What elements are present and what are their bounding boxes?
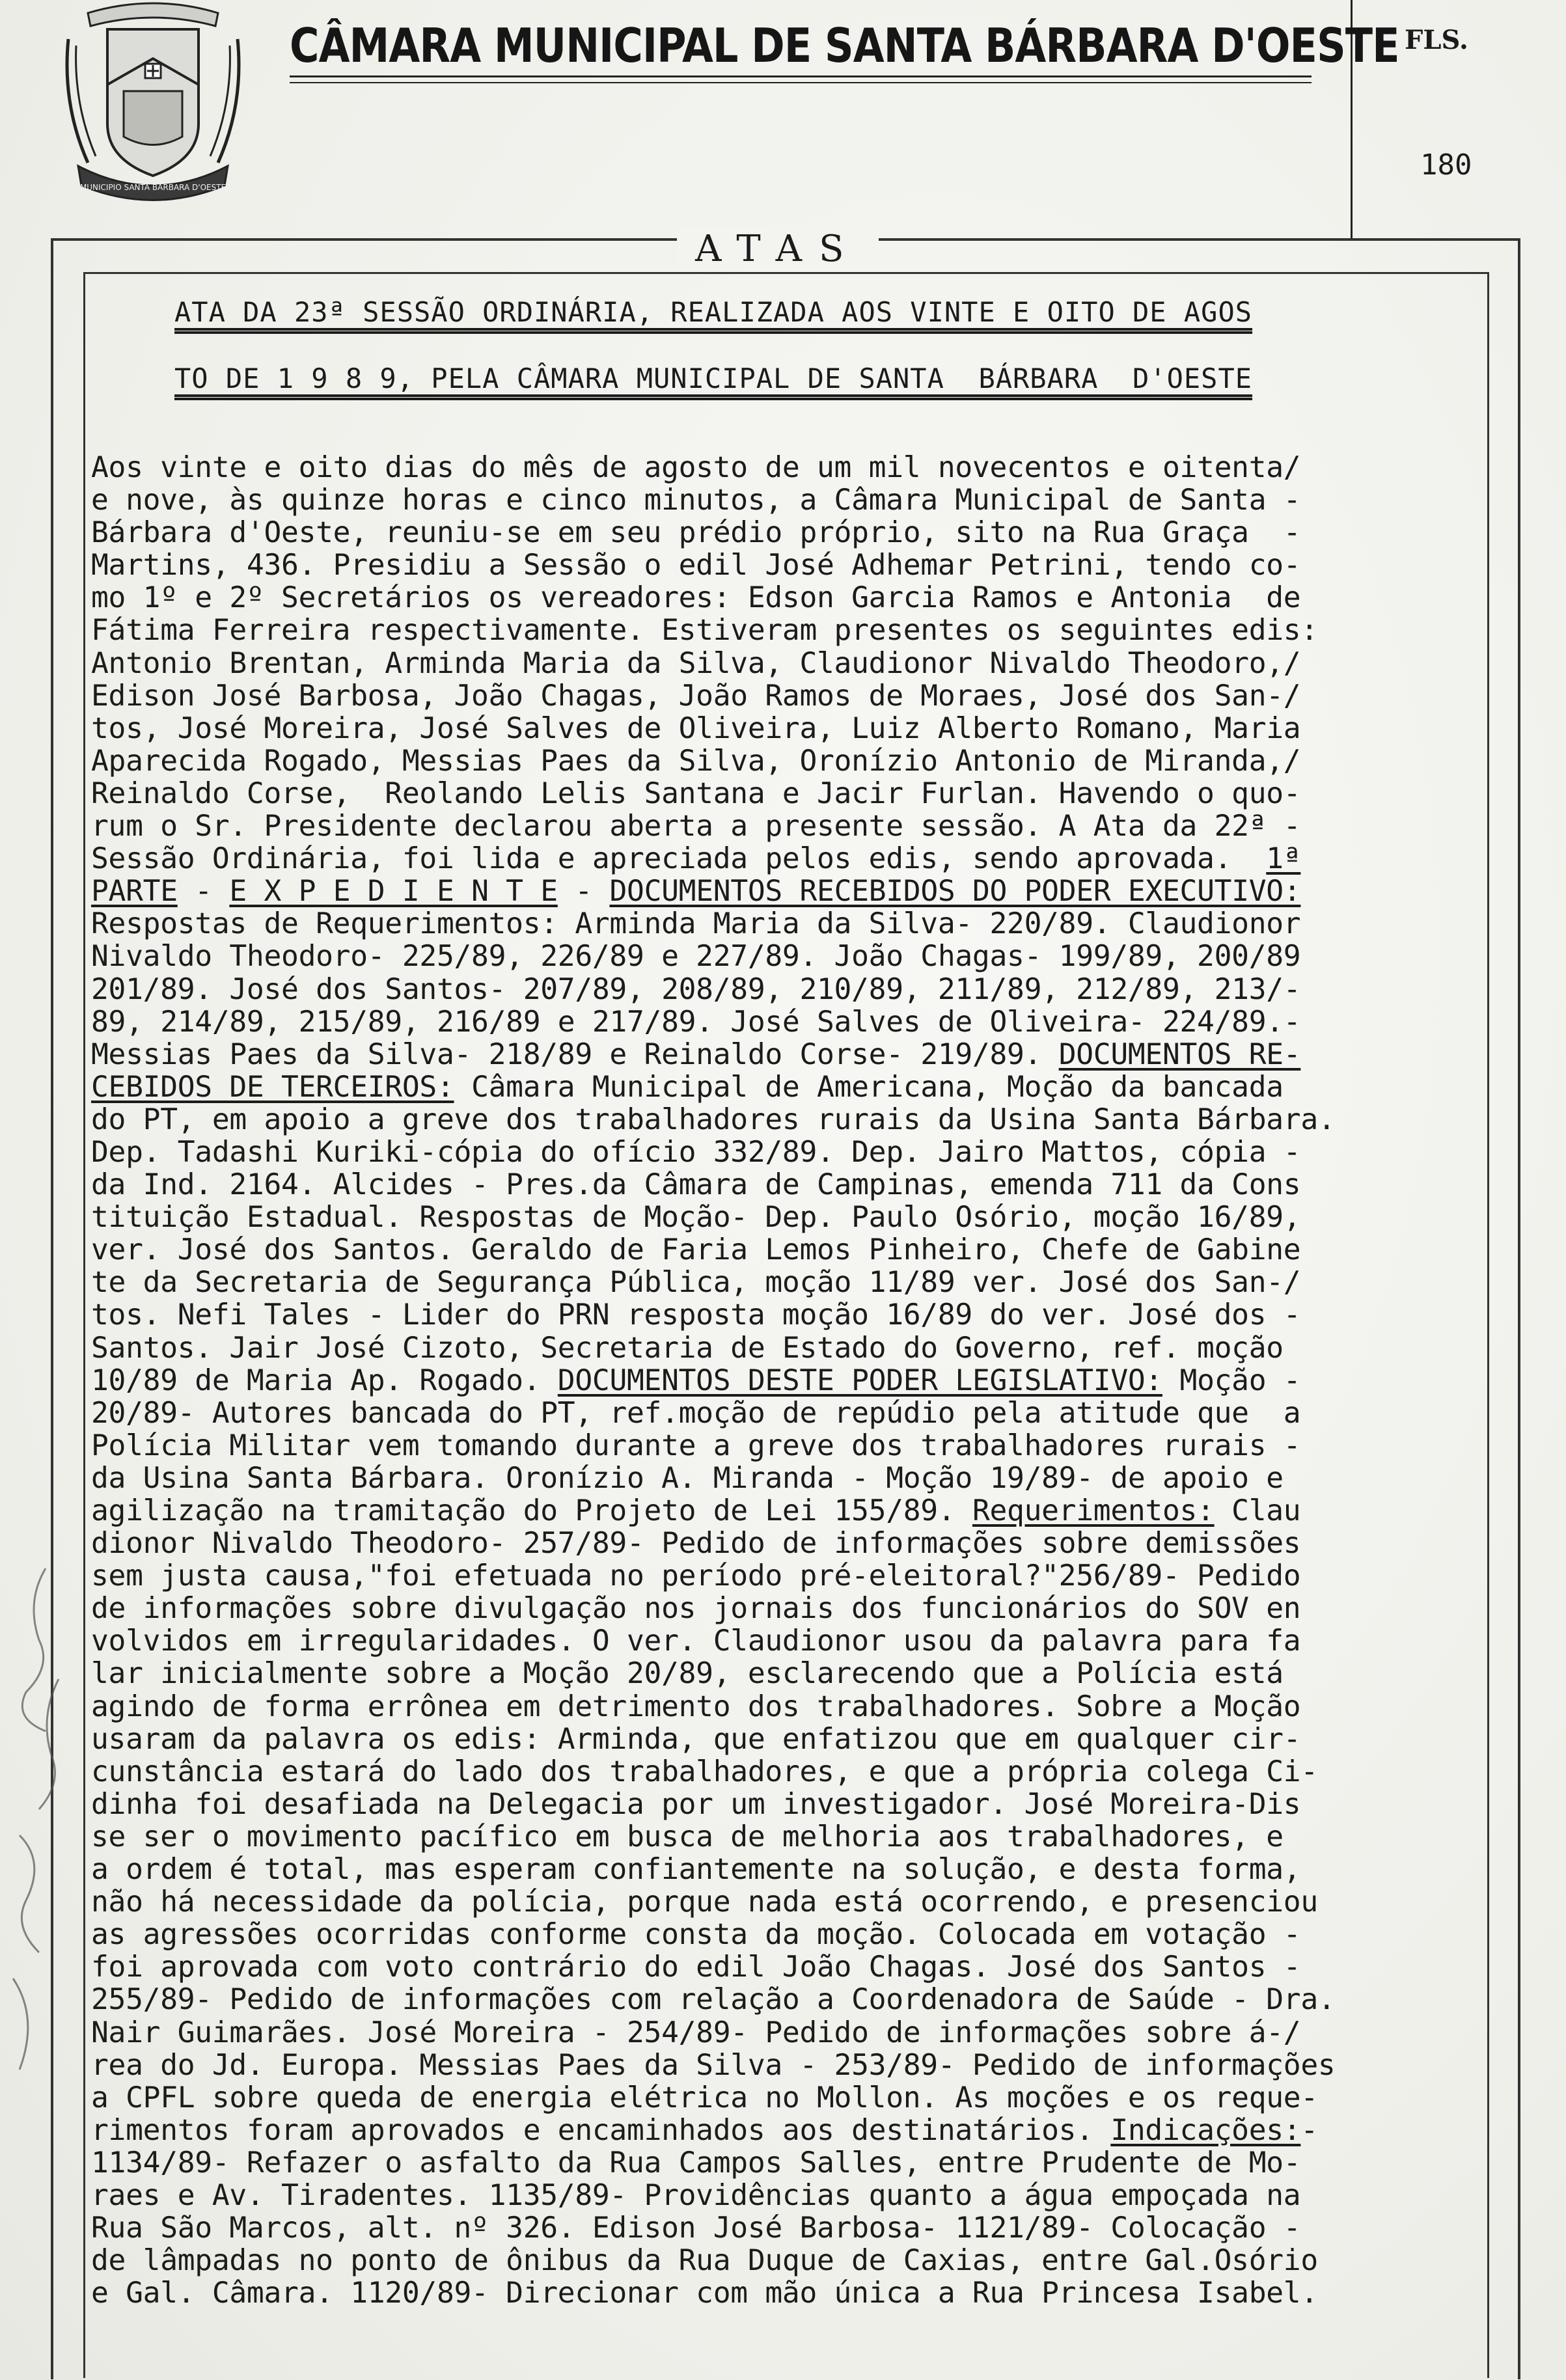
title-rule bbox=[290, 75, 1312, 77]
body-text-segment: de lâmpadas no ponto de ônibus da Rua Duque de Caxias, entre Gal.Osório bbox=[91, 2243, 1318, 2278]
section-heading: Requerimentos: bbox=[972, 1494, 1215, 1527]
crest-ribbon-text: MUNICIPIO SANTA BARBARA D'OESTE bbox=[79, 183, 227, 192]
body-line bbox=[91, 1429, 1523, 1462]
body-line bbox=[91, 1071, 1523, 1103]
body-line bbox=[91, 1233, 1523, 1266]
body-text-segment: Aparecida Rogado, Messias Paes da Silva, Oronízio Antonio de Miranda,/ bbox=[91, 743, 1301, 778]
section-title: ATAS bbox=[677, 228, 879, 270]
body-text-segment: 1134/89- Refazer o asfalto da Rua Campos Salles, entre Prudente de Mo- bbox=[91, 2145, 1301, 2180]
body-text-segment: Reinaldo Corse, Reolando Lelis Santana e Jacir Furlan. Havendo o quo- bbox=[91, 776, 1301, 810]
body-text-segment: usaram da palavra os edis: Arminda, que enfatizou que em qualquer cir- bbox=[91, 1721, 1301, 1756]
body-text-segment: da Usina Santa Bárbara. Oronízio A. Miranda - Moção 19/89- de apoio e bbox=[91, 1460, 1284, 1495]
body-line bbox=[91, 2244, 1523, 2277]
body-line bbox=[91, 1364, 1523, 1397]
body-text-segment: volvidos em irregularidades. O ver. Claudionor usou da palavra para fa bbox=[91, 1624, 1301, 1658]
body-line bbox=[91, 647, 1523, 679]
body-text-segment: rimentos foram aprovados e encaminhados aos destinatários. bbox=[91, 2113, 1111, 2147]
body-text-segment: Bárbara d'Oeste, reuniu-se em seu prédio próprio, sito na Rua Graça - bbox=[91, 515, 1301, 550]
body-text-segment: 10/89 de Maria Ap. Rogado. bbox=[91, 1363, 558, 1397]
body-text-segment: Fátima Ferreira respectivamente. Estiveram presentes os seguintes edis: bbox=[91, 613, 1318, 648]
body-text-segment: as agressões ocorridas conforme consta da moção. Colocada em votação - bbox=[91, 1917, 1301, 1952]
body-line bbox=[91, 1918, 1523, 1950]
body-text-segment: 255/89- Pedido de informações com relação a Coordenadora de Saúde - Dra. bbox=[91, 1982, 1336, 2017]
body-text-segment: ver. José dos Santos. Geraldo de Faria Lemos Pinheiro, Chefe de Gabine bbox=[91, 1233, 1301, 1267]
body-line bbox=[91, 2179, 1523, 2211]
body-text-segment: Antonio Brentan, Arminda Maria da Silva, Claudionor Nivaldo Theodoro,/ bbox=[91, 646, 1301, 680]
body-text-segment: a ordem é total, mas esperam confiantemente na solução, e desta forma, bbox=[91, 1852, 1301, 1887]
body-text-segment: foi aprovada com voto contrário do edil João Chagas. José dos Santos - bbox=[91, 1950, 1301, 1984]
body-text-segment: 20/89- Autores bancada do PT, ref.moção de repúdio pela atitude que a bbox=[91, 1395, 1301, 1430]
body-text-segment: Respostas de Requerimentos: Arminda Maria da Silva- 220/89. Claudionor bbox=[91, 907, 1301, 941]
body-line bbox=[91, 907, 1523, 940]
body-text-segment: do PT, em apoio a greve dos trabalhadores rurais da Usina Santa Bárbara. bbox=[91, 1102, 1336, 1136]
body-line bbox=[91, 1332, 1523, 1364]
municipal-crest-icon bbox=[62, 0, 244, 215]
body-text-segment: Câmara Municipal de Americana, Moção da bancada bbox=[454, 1069, 1284, 1104]
body-line bbox=[91, 2016, 1523, 2049]
minutes-body bbox=[91, 451, 1523, 2309]
body-text-segment: dinha foi desafiada na Delegacia por um investigador. José Moreira-Dis bbox=[91, 1786, 1301, 1821]
body-line bbox=[91, 1103, 1523, 1136]
body-line bbox=[91, 484, 1523, 516]
body-line bbox=[91, 516, 1523, 549]
body-line bbox=[91, 1201, 1523, 1233]
body-line bbox=[91, 745, 1523, 777]
section-heading: 1ª bbox=[1266, 841, 1301, 876]
body-text-segment: Nivaldo Theodoro- 225/89, 226/89 e 227/89. João Chagas- 199/89, 200/89 bbox=[91, 939, 1301, 974]
body-line bbox=[91, 810, 1523, 842]
body-text-segment: tos. Nefi Tales - Lider do PRN resposta moção 16/89 do ver. José dos - bbox=[91, 1298, 1301, 1332]
body-text-segment: rum o Sr. Presidente declarou aberta a presente sessão. A Ata da 22ª - bbox=[91, 809, 1301, 843]
page-number: 180 bbox=[1420, 148, 1472, 182]
body-text-segment: Polícia Militar vem tomando durante a greve dos trabalhadores rurais - bbox=[91, 1428, 1301, 1462]
section-heading: DOCUMENTOS RECEBIDOS DO PODER EXECUTIVO: bbox=[609, 874, 1301, 909]
body-text-segment: 201/89. José dos Santos- 207/89, 208/89, 210/89, 211/89, 212/89, 213/- bbox=[91, 972, 1301, 1006]
body-text-segment: Edison José Barbosa, João Chagas, João Ramos de Moraes, José dos San-/ bbox=[91, 678, 1301, 713]
body-text-segment: agilização na tramitação do Projeto de Lei 155/89. bbox=[91, 1494, 972, 1527]
body-line bbox=[91, 1853, 1523, 1885]
body-text-segment: te da Secretaria de Segurança Pública, moção 11/89 ver. José dos San-/ bbox=[91, 1265, 1301, 1300]
section-heading: E X P E D I E N T E bbox=[229, 874, 558, 909]
body-line bbox=[91, 1559, 1523, 1592]
body-text-segment: lar inicialmente sobre a Moção 20/89, esclarecendo que a Polícia está bbox=[91, 1656, 1284, 1691]
body-text-segment: de informações sobre divulgação nos jornais dos funcionários do SOV en bbox=[91, 1591, 1301, 1626]
section-heading: PARTE bbox=[91, 874, 178, 909]
body-line bbox=[91, 451, 1523, 484]
body-line bbox=[91, 679, 1523, 712]
body-text-segment: rea do Jd. Europa. Messias Paes da Silva - 253/89- Pedido de informações bbox=[91, 2047, 1336, 2082]
body-line bbox=[91, 1788, 1523, 1820]
body-text-segment: se ser o movimento pacífico em busca de melhoria aos trabalhadores, e bbox=[91, 1819, 1284, 1853]
body-line bbox=[91, 2277, 1523, 2309]
body-text-segment: agindo de forma errônea em detrimento dos trabalhadores. Sobre a Moção bbox=[91, 1689, 1301, 1723]
body-line bbox=[91, 1136, 1523, 1168]
body-line bbox=[91, 1624, 1523, 1657]
body-text-segment: - bbox=[1300, 2113, 1318, 2147]
body-line bbox=[91, 1005, 1523, 1038]
body-text-segment: Sessão Ordinária, foi lida e apreciada pelos edis, sendo aprovada. bbox=[91, 841, 1267, 876]
section-heading: Indicações: bbox=[1110, 2113, 1301, 2147]
body-line bbox=[91, 1038, 1523, 1071]
chamber-name: CÂMARA MUNICIPAL DE SANTA BÁRBARA D'OESTE bbox=[290, 18, 1399, 73]
body-line bbox=[91, 614, 1523, 646]
body-text-segment: Clau bbox=[1214, 1494, 1301, 1527]
body-line bbox=[91, 1298, 1523, 1331]
body-text-segment: tos, José Moreira, José Salves de Oliveira, Luiz Alberto Romano, Maria bbox=[91, 711, 1301, 745]
body-line bbox=[91, 1397, 1523, 1429]
document-title-line-2: TO DE 1 9 8 9, PELA CÂMARA MUNICIPAL DE SANTA BÁRBARA D'OESTE bbox=[174, 362, 1253, 394]
body-text-segment: Dep. Tadashi Kuriki-cópia do ofício 332/89. Dep. Jairo Mattos, cópia - bbox=[91, 1134, 1301, 1169]
body-line bbox=[91, 1494, 1523, 1527]
body-text-segment: Rua São Marcos, alt. nº 326. Edison José Barbosa- 1121/89- Colocação - bbox=[91, 2211, 1301, 2245]
fls-label: FLS. bbox=[1405, 25, 1468, 55]
body-line bbox=[91, 581, 1523, 614]
body-line bbox=[91, 777, 1523, 810]
body-text-segment: Martins, 436. Presidiu a Sessão o edil José Adhemar Petrini, tendo co- bbox=[91, 548, 1301, 582]
body-text-segment: dionor Nivaldo Theodoro- 257/89- Pedido de informações sobre demissões bbox=[91, 1526, 1301, 1561]
body-line bbox=[91, 712, 1523, 745]
body-line bbox=[91, 1266, 1523, 1298]
body-line bbox=[91, 2146, 1523, 2179]
body-text-segment: sem justa causa,"foi efetuada no período pré-eleitoral?"256/89- Pedido bbox=[91, 1559, 1301, 1593]
body-line bbox=[91, 2049, 1523, 2081]
body-text-segment: 89, 214/89, 215/89, 216/89 e 217/89. José Salves de Oliveira- 224/89.- bbox=[91, 1004, 1301, 1039]
body-line bbox=[91, 842, 1523, 875]
body-line bbox=[91, 1462, 1523, 1494]
document-title-line-1: ATA DA 23ª SESSÃO ORDINÁRIA, REALIZADA AOS VINTE E OITO DE AGOS bbox=[174, 296, 1253, 328]
body-text-segment: raes e Av. Tiradentes. 1135/89- Providências quanto a água empoçada na bbox=[91, 2178, 1301, 2212]
body-text-segment: da Ind. 2164. Alcides - Pres.da Câmara de Campinas, emenda 711 da Cons bbox=[91, 1168, 1301, 1202]
body-text-segment: Messias Paes da Silva- 218/89 e Reinaldo Corse- 219/89. bbox=[91, 1037, 1059, 1071]
body-line bbox=[91, 549, 1523, 581]
body-line bbox=[91, 2081, 1523, 2114]
body-text-segment: a CPFL sobre queda de energia elétrica no Mollon. As moções e os reque- bbox=[91, 2080, 1318, 2114]
body-text-segment: tituição Estadual. Respostas de Moção- Dep. Paulo Osório, moção 16/89, bbox=[91, 1200, 1301, 1235]
body-line bbox=[91, 1983, 1523, 2016]
body-line bbox=[91, 2114, 1523, 2146]
body-text-segment: e Gal. Câmara. 1120/89- Direcionar com mão única a Rua Princesa Isabel. bbox=[91, 2276, 1318, 2310]
body-text-segment: Moção - bbox=[1162, 1363, 1301, 1397]
section-heading: CEBIDOS DE TERCEIROS: bbox=[91, 1069, 454, 1104]
body-line bbox=[91, 1820, 1523, 1853]
title-rule bbox=[290, 82, 1312, 83]
handwritten-signature bbox=[0, 1562, 72, 2083]
body-line bbox=[91, 1168, 1523, 1201]
body-text-segment: Santos. Jair José Cizoto, Secretaria de Estado do Governo, ref. moção bbox=[91, 1330, 1284, 1365]
body-line bbox=[91, 973, 1523, 1005]
body-text-segment: não há necessidade da polícia, porque nada está ocorrendo, e presenciou bbox=[91, 1885, 1318, 1919]
body-line bbox=[91, 1723, 1523, 1755]
body-line bbox=[91, 1592, 1523, 1624]
body-text-segment: Aos vinte e oito dias do mês de agosto de um mil novecentos e oitenta/ bbox=[91, 450, 1301, 484]
body-line bbox=[91, 1755, 1523, 1788]
body-line bbox=[91, 1690, 1523, 1723]
body-text-segment: Nair Guimarães. José Moreira - 254/89- Pedido de informações sobre á-/ bbox=[91, 2015, 1301, 2049]
body-line bbox=[91, 1885, 1523, 1918]
body-line bbox=[91, 2211, 1523, 2244]
body-text-segment: cunstância estará do lado dos trabalhadores, e que a própria colega Ci- bbox=[91, 1754, 1318, 1788]
body-line bbox=[91, 875, 1523, 907]
section-heading: DOCUMENTOS DESTE PODER LEGISLATIVO: bbox=[557, 1363, 1162, 1397]
body-text-segment: mo 1º e 2º Secretários os vereadores: Edson Garcia Ramos e Antonia de bbox=[91, 581, 1301, 615]
body-text-segment: - bbox=[557, 874, 610, 909]
body-text-segment: - bbox=[177, 874, 230, 909]
body-text-segment: e nove, às quinze horas e cinco minutos, a Câmara Municipal de Santa - bbox=[91, 483, 1301, 517]
body-line bbox=[91, 1657, 1523, 1689]
section-heading: DOCUMENTOS RE- bbox=[1058, 1037, 1301, 1071]
body-line bbox=[91, 940, 1523, 972]
body-line bbox=[91, 1950, 1523, 1983]
body-line bbox=[91, 1527, 1523, 1559]
